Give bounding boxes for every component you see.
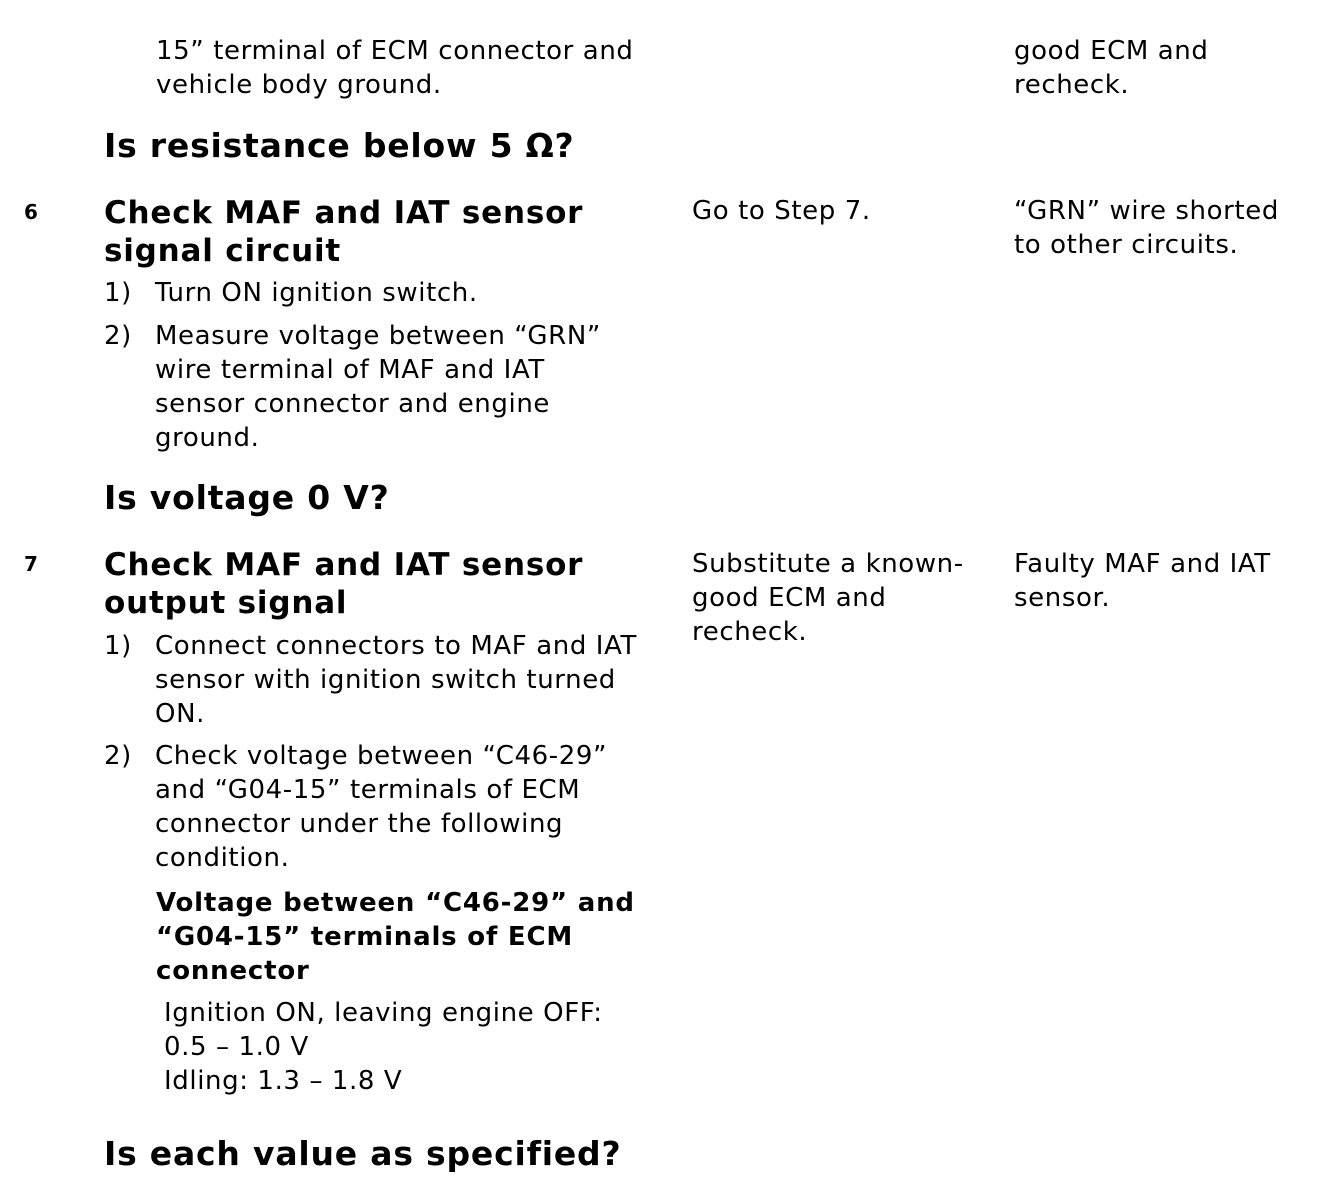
- step-question: Is each value as specified?: [104, 1134, 622, 1173]
- item-number: 1): [104, 631, 132, 661]
- text-line: sensor with ignition switch turned: [155, 665, 616, 695]
- step-title: [104, 194, 583, 270]
- step-number: 6: [24, 200, 38, 224]
- spec-line: 0.5 – 1.0 V: [164, 1032, 309, 1062]
- text-line: ON.: [155, 699, 205, 729]
- item-number: 2): [104, 741, 132, 771]
- spec-title: [156, 886, 635, 988]
- text-line: Connect connectors to MAF and IAT: [155, 631, 637, 661]
- text-line: sensor connector and engine: [155, 389, 550, 419]
- spec-line: Ignition ON, leaving engine OFF:: [164, 998, 603, 1028]
- text-line: good ECM and: [692, 583, 887, 613]
- top-question: Is resistance below 5 Ω?: [104, 126, 575, 165]
- title-line: output signal: [104, 585, 348, 621]
- text-line: wire terminal of MAF and IAT: [155, 355, 545, 385]
- text-line: Measure voltage between “GRN”: [155, 321, 601, 351]
- top-action-text: [156, 34, 634, 102]
- text-line: vehicle body ground.: [156, 70, 442, 100]
- step-title: [104, 546, 583, 622]
- text-line: and “G04-15” terminals of ECM: [155, 775, 581, 805]
- item-number: 1): [104, 278, 132, 308]
- text-line: ground.: [155, 423, 260, 453]
- text-line: connector under the following: [155, 809, 564, 839]
- title-line: Check MAF and IAT sensor: [104, 547, 584, 583]
- text-line: Substitute a known-: [692, 549, 964, 579]
- text-line: “GRN” wire shorted: [1014, 196, 1279, 226]
- spec-line: Idling: 1.3 – 1.8 V: [164, 1066, 403, 1096]
- text-line: Check voltage between “C46-29”: [155, 741, 608, 771]
- item-number: 2): [104, 321, 132, 351]
- spec-values: [164, 996, 603, 1098]
- step-yes-text: [692, 194, 871, 228]
- text-line: good ECM and: [1014, 36, 1209, 66]
- text-line: to other circuits.: [1014, 230, 1239, 260]
- spec-title-line: connector: [156, 956, 310, 986]
- text-line: recheck.: [1014, 70, 1130, 100]
- text-line: recheck.: [692, 617, 808, 647]
- text-line: sensor.: [1014, 583, 1111, 613]
- text-line: condition.: [155, 843, 290, 873]
- step-no-text: [1014, 194, 1279, 262]
- top-no-text: [1014, 34, 1208, 102]
- title-line: Check MAF and IAT sensor: [104, 195, 584, 231]
- text-line: Turn ON ignition switch.: [155, 278, 478, 308]
- spec-title-line: “G04-15” terminals of ECM: [156, 922, 574, 952]
- text-line: Faulty MAF and IAT: [1014, 549, 1271, 579]
- text-line: Go to Step 7.: [692, 196, 871, 226]
- spec-title-line: Voltage between “C46-29” and: [156, 888, 635, 918]
- step-no-text: [1014, 547, 1271, 615]
- step-yes-text: [692, 547, 964, 649]
- step-number: 7: [24, 552, 38, 576]
- title-line: signal circuit: [104, 233, 342, 269]
- text-line: 15” terminal of ECM connector and: [156, 36, 634, 66]
- step-question: Is voltage 0 V?: [104, 478, 390, 517]
